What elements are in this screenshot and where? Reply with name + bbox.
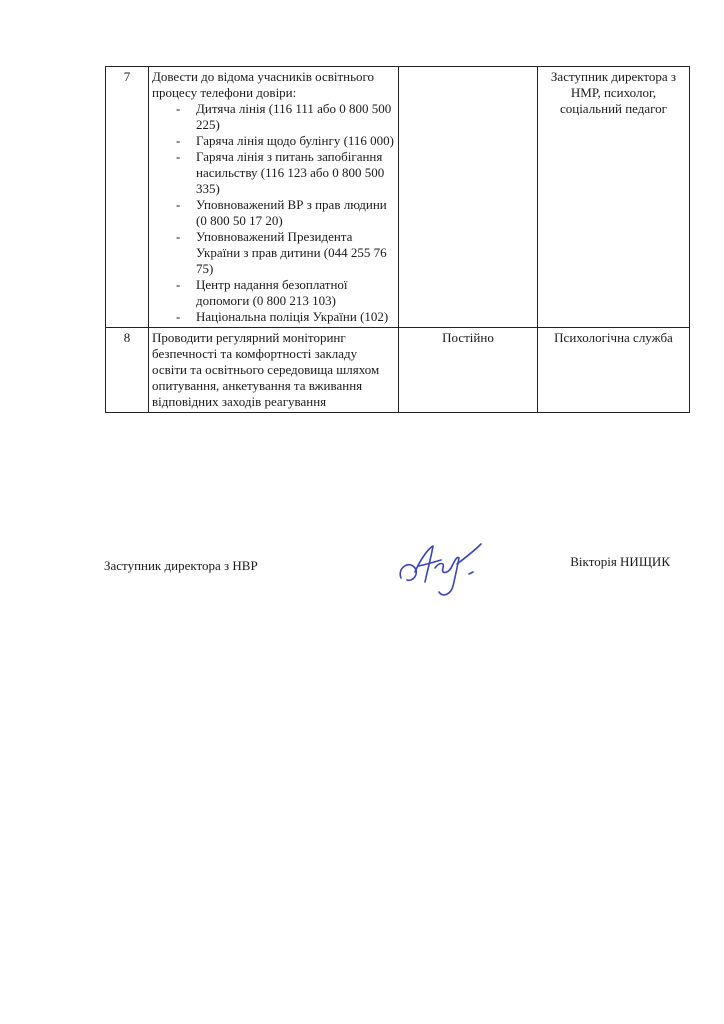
hotline-item: - Дитяча лінія (116 111 або 0 800 500 225) — [176, 101, 395, 133]
responsible-cell: Психологічна служба — [538, 328, 690, 413]
table-row — [106, 67, 690, 328]
task-cell — [149, 67, 399, 328]
responsible-cell: Заступник директора з НМР, психолог, соціальний педагог — [538, 67, 690, 328]
term-cell: Постійно — [399, 328, 538, 413]
hotline-item: - Національна поліція України (102) — [176, 309, 395, 325]
signatory-name: Вікторія НИЩИК — [570, 554, 670, 569]
task-intro: Довести до відома учасників освітнього процесу телефони довіри: — [152, 69, 375, 100]
hotline-item: - Уповноважений ВР з прав людини (0 800 50 17 20) — [176, 197, 395, 229]
hotline-item: - Центр надання безоплатної допомоги (0 800 213 103) — [176, 277, 395, 309]
hotline-list — [152, 101, 395, 325]
signatory-role: Заступник директора з НВР — [104, 558, 258, 573]
activity-table — [105, 66, 690, 413]
handwritten-signature — [395, 538, 490, 600]
task-cell: Проводити регулярний моніторинг безпечності та комфортності закладу освіти та освітнього середовища шляхом опитування, анкетування та вживання відповідних заходів реагування — [149, 328, 399, 413]
hotline-item: - Гаряча лінія з питань запобігання насильству (116 123 або 0 800 500 335) — [176, 149, 395, 197]
row-number: 8 — [106, 328, 149, 413]
table-row — [106, 328, 690, 413]
hotline-item: - Гаряча лінія щодо булінгу (116 000) — [176, 133, 395, 149]
hotline-item: - Уповноважений Президента України з прав дитини (044 255 76 75) — [176, 229, 395, 277]
term-cell — [399, 67, 538, 328]
row-number: 7 — [106, 67, 149, 328]
